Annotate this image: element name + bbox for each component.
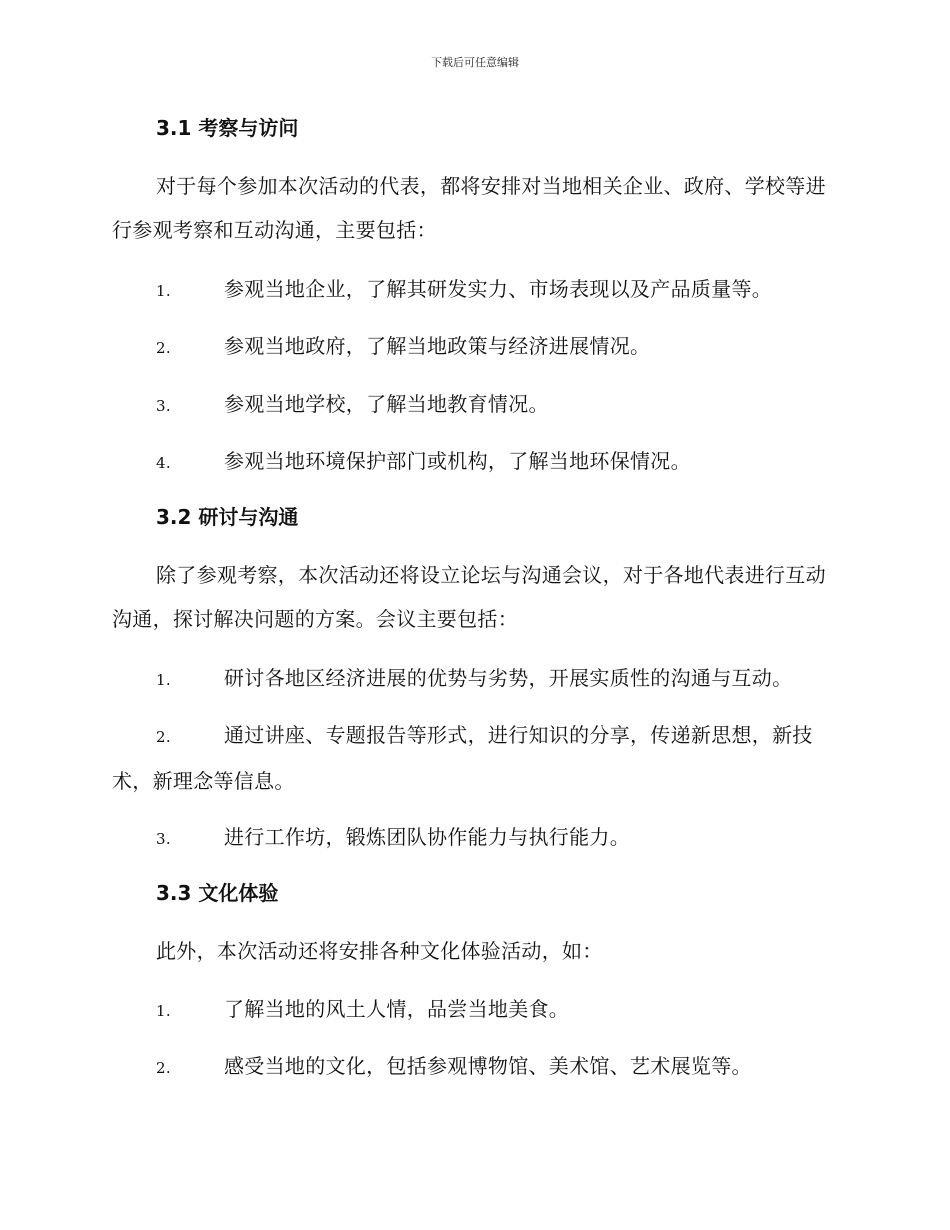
list-item xyxy=(112,267,832,313)
list-item-text: 了解当地的风土人情，品尝当地美食。 xyxy=(224,997,570,1021)
list-item-number: 1. xyxy=(156,1002,171,1020)
list-item xyxy=(112,815,832,861)
section-intro-3-3 xyxy=(112,929,832,973)
section-intro-text: 除了参观考察，本次活动还将设立论坛与沟通会议，对于各地代表进行互动沟通，探讨解决问题的方案。会议主要包括： xyxy=(112,563,826,631)
list-item-number: 1. xyxy=(156,671,171,689)
list-item xyxy=(112,987,832,1033)
section-intro-text: 对于每个参加本次活动的代表，都将安排对当地相关企业、政府、学校等进行参观考察和互动沟通，主要包括： xyxy=(112,174,826,242)
list-item xyxy=(112,656,832,702)
list-item-number: 3. xyxy=(156,830,171,848)
section-heading-3-3: 3.3 文化体验 xyxy=(156,881,279,905)
list-item-text: 参观当地环境保护部门或机构，了解当地环保情况。 xyxy=(224,449,691,473)
list-item xyxy=(112,324,832,370)
section-intro-3-1 xyxy=(112,164,832,252)
list-item-text: 感受当地的文化，包括参观博物馆、美术馆、艺术展览等。 xyxy=(224,1054,752,1078)
list-item-text: 进行工作坊，锻炼团队协作能力与执行能力。 xyxy=(224,825,630,849)
section-intro-3-2 xyxy=(112,553,832,641)
list-item-text: 参观当地学校，了解当地教育情况。 xyxy=(224,392,549,416)
list-item-text: 研讨各地区经济进展的优势与劣势，开展实质性的沟通与互动。 xyxy=(224,666,793,690)
list-item-number: 2. xyxy=(156,1059,171,1077)
section-intro-text: 此外，本次活动还将安排各种文化体验活动，如： xyxy=(156,939,603,963)
list-item-text: 参观当地政府，了解当地政策与经济进展情况。 xyxy=(224,334,651,358)
section-heading-3-2: 3.2 研讨与沟通 xyxy=(156,505,299,529)
list-item-number: 4. xyxy=(156,454,171,472)
list-item xyxy=(112,713,832,803)
list-item-number: 2. xyxy=(156,728,171,746)
header-note: 下载后可任意编辑 xyxy=(431,56,519,69)
list-item-text: 参观当地企业，了解其研发实力、市场表现以及产品质量等。 xyxy=(224,277,773,301)
list-item-number: 3. xyxy=(156,397,171,415)
list-item xyxy=(112,1044,832,1090)
list-item-number: 1. xyxy=(156,282,171,300)
section-heading-3-1: 3.1 考察与访问 xyxy=(156,116,299,140)
list-item xyxy=(112,382,832,428)
list-item-text: 通过讲座、专题报告等形式，进行知识的分享，传递新思想，新技术，新理念等信息。 xyxy=(112,723,813,793)
list-item-number: 2. xyxy=(156,339,171,357)
list-item xyxy=(112,439,832,485)
